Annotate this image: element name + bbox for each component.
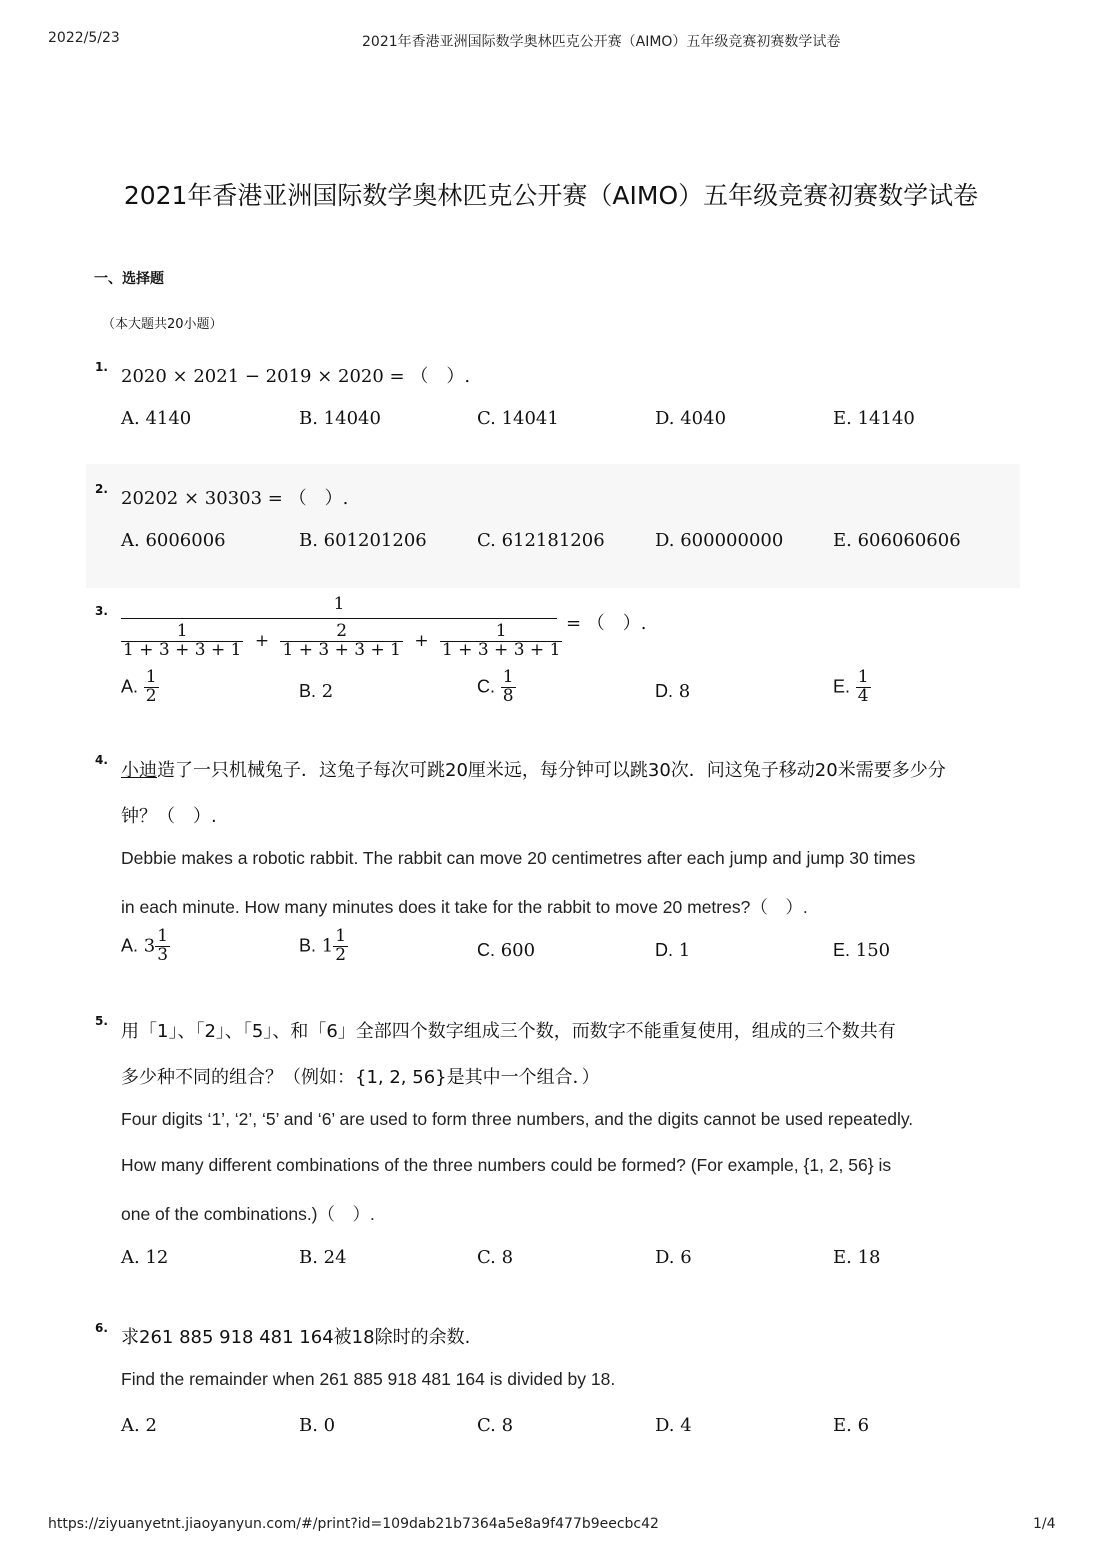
question-stem-cn-2: 钟？（ ）.: [121, 806, 217, 827]
option-c: C. 8: [477, 1247, 514, 1268]
section-title: 一、选择题: [94, 271, 164, 287]
option-a: A. 6006006: [121, 530, 226, 551]
option-c: C. $\frac{1}{8}$: [477, 667, 514, 706]
question-stem-en: Four digits ‘1’, ‘2’, ‘5’ and ‘6’ are used to form three numbers, and the digits cannot be used repeatedly.: [121, 1109, 914, 1129]
option-b: B. 24: [299, 1247, 347, 1268]
option-a: A. 2: [121, 1415, 157, 1436]
footer-url[interactable]: https://ziyuanyetnt.jiaoyanyun.com/#/print?id=109dab21b7364a5e8a9f477b9eecbc42: [48, 1516, 659, 1532]
option-a: A. 12: [121, 1247, 169, 1268]
option-a: A. 4140: [121, 408, 192, 429]
option-e: E. 606060606: [833, 530, 961, 551]
option-b: B. 1 $\frac{1}{2}$: [299, 926, 347, 965]
option-c: C. 8: [477, 1415, 514, 1436]
term-fraction: $\frac{2}{1 + 3 + 3 + 1}$: [282, 621, 401, 660]
question-stem-cn: 小迪造了一只机械兔子．这兔子每次可跳20厘米远，每分钟可以跳30次．问这兔子移动20米需要多少分: [121, 760, 946, 781]
option-c: C. 612181206: [477, 530, 605, 551]
page-number: 1/4: [1033, 1516, 1056, 1532]
question-stem-en-3: one of the combinations.)（ ）.: [121, 1204, 375, 1224]
option-e: E. 18: [833, 1247, 881, 1268]
print-header-title: 2021年香港亚洲国际数学奥林匹克公开赛（AIMO）五年级竞赛初赛数学试卷: [362, 34, 841, 50]
question-stem-cn-2: 多少种不同的组合？（例如：{1, 2, 56}是其中一个组合．）: [121, 1067, 600, 1088]
question-stem-en: Find the remainder when 261 885 918 481 164 is divided by 18.: [121, 1369, 616, 1389]
compound-fraction: [121, 594, 561, 660]
option-b: B. 2: [299, 681, 334, 702]
question-stem-cn: 用「1」、「2」、「5」、和「6」全部四个数字组成三个数，而数字不能重复使用，组成的三个数共有: [121, 1021, 896, 1042]
option-d: D. 6: [655, 1247, 692, 1268]
option-b: B. 14040: [299, 408, 381, 429]
option-d: D. 4: [655, 1415, 692, 1436]
page-title: 2021年香港亚洲国际数学奥林匹克公开赛（AIMO）五年级竞赛初赛数学试卷: [123, 181, 979, 210]
question-stem-en-2: How many different combinations of the three numbers could be formed? (For example, {1, 2, 56} is: [121, 1155, 892, 1175]
option-d: D. 600000000: [655, 530, 784, 551]
question-stem-en-2: in each minute. How many minutes does it take for the rabbit to move 20 metres?（ ）.: [121, 897, 808, 917]
question-highlight: [86, 464, 1020, 588]
section-note: （本大题共20小题）: [102, 317, 223, 332]
option-e: E. $\frac{1}{4}$: [833, 667, 869, 706]
option-e: E. 150: [833, 940, 891, 961]
term-fraction: $\frac{1}{1 + 3 + 3 + 1}$: [123, 621, 242, 660]
option-a: A. 3 $\frac{1}{3}$: [121, 926, 169, 965]
question-stem-cn: 求261 885 918 481 164被18除时的余数.: [121, 1327, 471, 1348]
option-a: A. $\frac{1}{2}$: [121, 667, 157, 706]
fraction-numerator: 1: [333, 594, 345, 614]
fraction-denominator: $\frac{1}{1 + 3 + 3 + 1}$ + $\frac{2}{1 + 3 + 3 + 1}$ + $\frac{1}{1 + 3 + 3 + 1}$: [121, 618, 557, 660]
question-stem: 20202 × 30303 = （ ）.: [121, 488, 349, 509]
option-e: E. 14140: [833, 408, 915, 429]
person-name: 小迪: [121, 760, 157, 781]
question-number: 4.: [95, 753, 108, 767]
option-c: C. 14041: [477, 408, 559, 429]
option-b: B. 601201206: [299, 530, 427, 551]
question-number: 3.: [95, 604, 108, 618]
question-tail: = （ ）.: [566, 613, 647, 634]
question-number: 6.: [95, 1321, 108, 1335]
question-number: 2.: [95, 482, 108, 496]
option-d: D. 1: [655, 940, 691, 961]
question-stem: 2020 × 2021 − 2019 × 2020 = （ ）.: [121, 366, 471, 387]
option-d: D. 8: [655, 681, 691, 702]
term-fraction: $\frac{1}{1 + 3 + 3 + 1}$: [441, 621, 561, 660]
option-b: B. 0: [299, 1415, 336, 1436]
question-number: 5.: [95, 1014, 108, 1028]
option-c: C. 600: [477, 940, 536, 961]
question-number: 1.: [95, 360, 108, 374]
option-d: D. 4040: [655, 408, 727, 429]
option-e: E. 6: [833, 1415, 870, 1436]
print-date: 2022/5/23: [48, 30, 120, 46]
question-stem-en: Debbie makes a robotic rabbit. The rabbit can move 20 centimetres after each jump and jump 30 times: [121, 848, 916, 868]
